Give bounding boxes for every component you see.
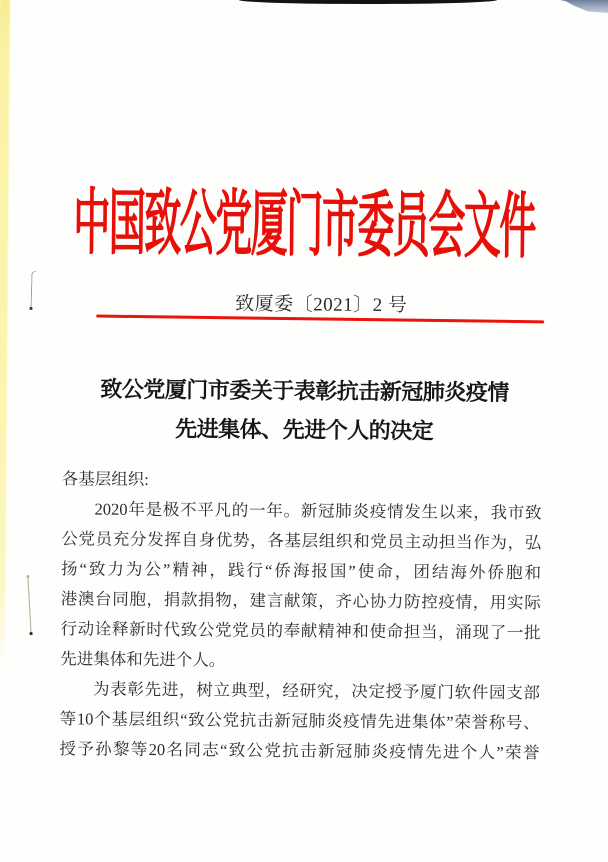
document-title [4, 369, 605, 452]
body-line: 行动诠释新时代致公党党员的奉献精神和使命担当，涌现了一批 [60, 619, 541, 643]
body-line: 公党员充分发挥自身优势，各基层组织和党员主动担当作为，弘 [61, 529, 542, 553]
body-line: 扬“致力为公”精神，践行“侨海报国”使命，团结海外侨胞和 [60, 559, 542, 583]
body-line: 为表彰先进，树立典型，经研究，决定授予厦门软件园支部 [92, 679, 541, 703]
document-body [59, 464, 542, 768]
document-number: 致厦委〔2021〕2 号 [235, 293, 408, 317]
body-line: 先进集体和先进个人。 [60, 649, 226, 670]
body-paragraphs [59, 494, 541, 768]
salutation: 各基层组织: [61, 469, 149, 489]
body-line: 等10个基层组织“致公党抗击新冠肺炎疫情先进集体”荣誉称号、 [59, 709, 540, 733]
body-line: 港澳台同胞，捐款捐物，建言献策，齐心协力防控疫情，用实际 [60, 589, 541, 613]
body-line: 授予孙黎等20名同志“致公党抗击新冠肺炎疫情先进个人”荣誉 [59, 739, 540, 763]
document-title-line-1: 致公党厦门市委关于表彰抗击新冠肺炎疫情 [100, 376, 509, 406]
letterhead-title [4, 163, 604, 269]
letterhead-title-text: 中国致公党厦门市委员会文件 [72, 184, 536, 269]
body-line: 2020年是极不平凡的一年。新冠肺炎疫情发生以来，我市致 [94, 499, 542, 523]
document-title-line-2: 先进集体、先进个人的决定 [175, 416, 434, 444]
